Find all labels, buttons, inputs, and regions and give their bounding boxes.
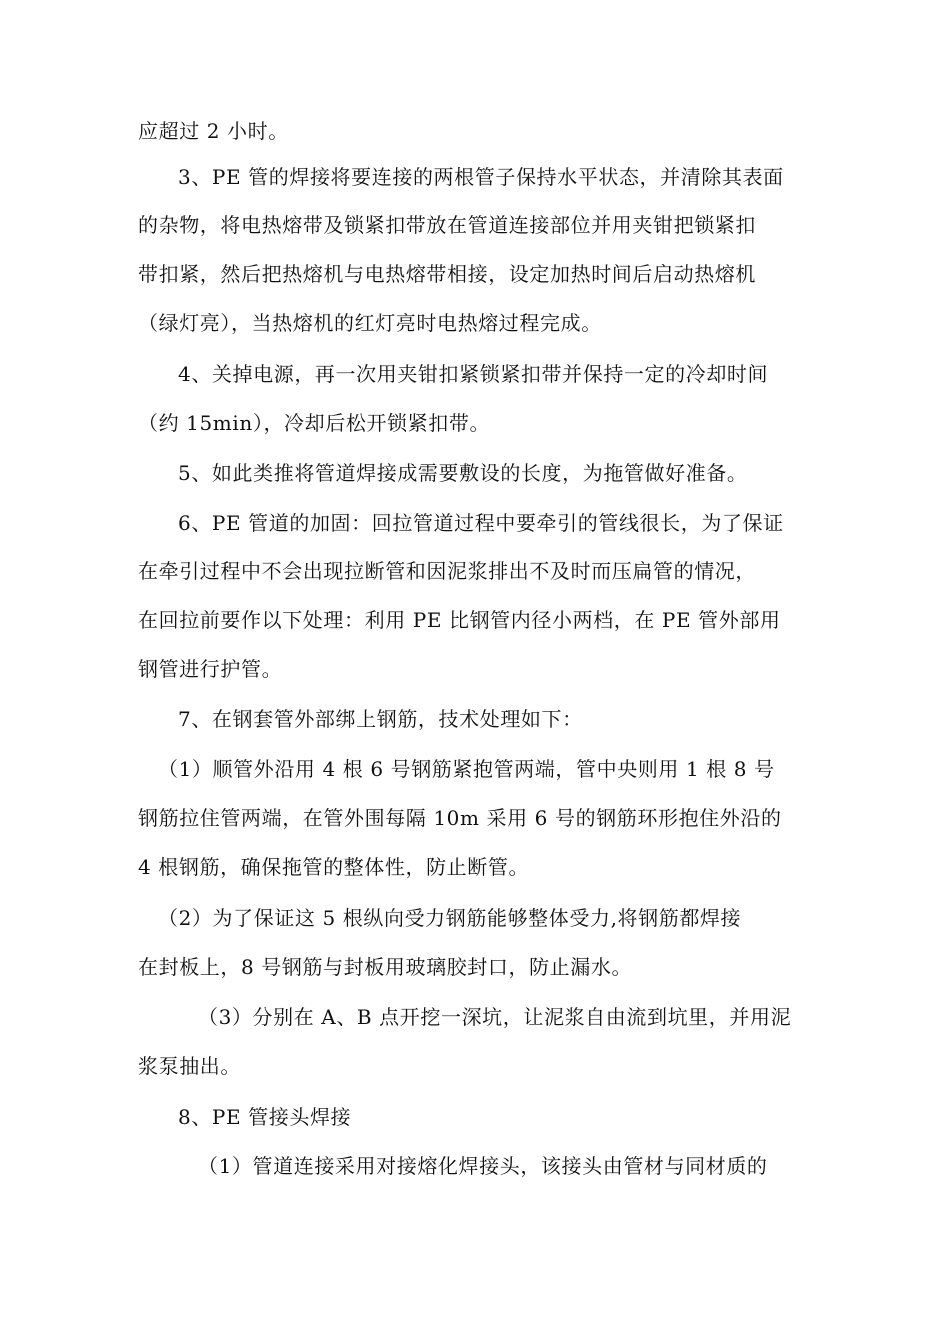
text-line: 在回拉前要作以下处理：利用 PE 比钢管内径小两档，在 PE 管外部用 [138, 608, 781, 632]
text-line: （2）为了保证这 5 根纵向受力钢筋能够整体受力,将钢筋都焊接 [158, 906, 742, 930]
text-line: 4 根钢筋，确保拖管的整体性，防止断管。 [138, 855, 530, 879]
text-line: （1）顺管外沿用 4 根 6 号钢筋紧抱管两端，管中央则用 1 根 8 号 [158, 757, 775, 781]
text-line: 6、PE 管道的加固：回拉管道过程中要牵引的管线很长，为了保证 [178, 511, 784, 535]
text-line: 8、PE 管接头焊接 [178, 1105, 352, 1129]
text-line: 在封板上，8 号钢筋与封板用玻璃胶封口，防止漏水。 [138, 955, 633, 979]
text-line: 3、PE 管的焊接将要连接的两根管子保持水平状态，并清除其表面 [178, 165, 784, 189]
text-line: 带扣紧，然后把热熔机与电热熔带相接，设定加热时间后启动热熔机 [138, 262, 756, 286]
text-line: 的杂物，将电热熔带及锁紧扣带放在管道连接部位并用夹钳把锁紧扣 [138, 213, 756, 237]
text-line: （约 15min），冷却后松开锁紧扣带。 [138, 411, 491, 435]
text-line: 在牵引过程中不会出现拉断管和因泥浆排出不及时而压扁管的情况， [138, 559, 756, 583]
text-line: 4、关掉电源，再一次用夹钳扣紧锁紧扣带并保持一定的冷却时间 [178, 362, 769, 386]
text-line: 浆泵抽出。 [138, 1054, 241, 1078]
text-line: （3）分别在 A、B 点开挖一深坑，让泥浆自由流到坑里，并用泥 [198, 1005, 792, 1029]
text-line: 7、在钢套管外部绑上钢筋，技术处理如下： [178, 707, 583, 731]
text-line: 5、如此类推将管道焊接成需要敷设的长度，为拖管做好准备。 [178, 461, 748, 485]
text-line: （绿灯亮），当热熔机的红灯亮时电热熔过程完成。 [138, 311, 602, 335]
text-line: 应超过 2 小时。 [138, 119, 289, 143]
text-line: （1）管道连接采用对接熔化焊接头，该接头由管材与同材质的 [198, 1154, 768, 1178]
text-line: 钢筋拉住管两端，在管外围每隔 10m 采用 6 号的钢筋环形抱住外沿的 [138, 806, 782, 830]
text-line: 钢管进行护管。 [138, 657, 283, 681]
